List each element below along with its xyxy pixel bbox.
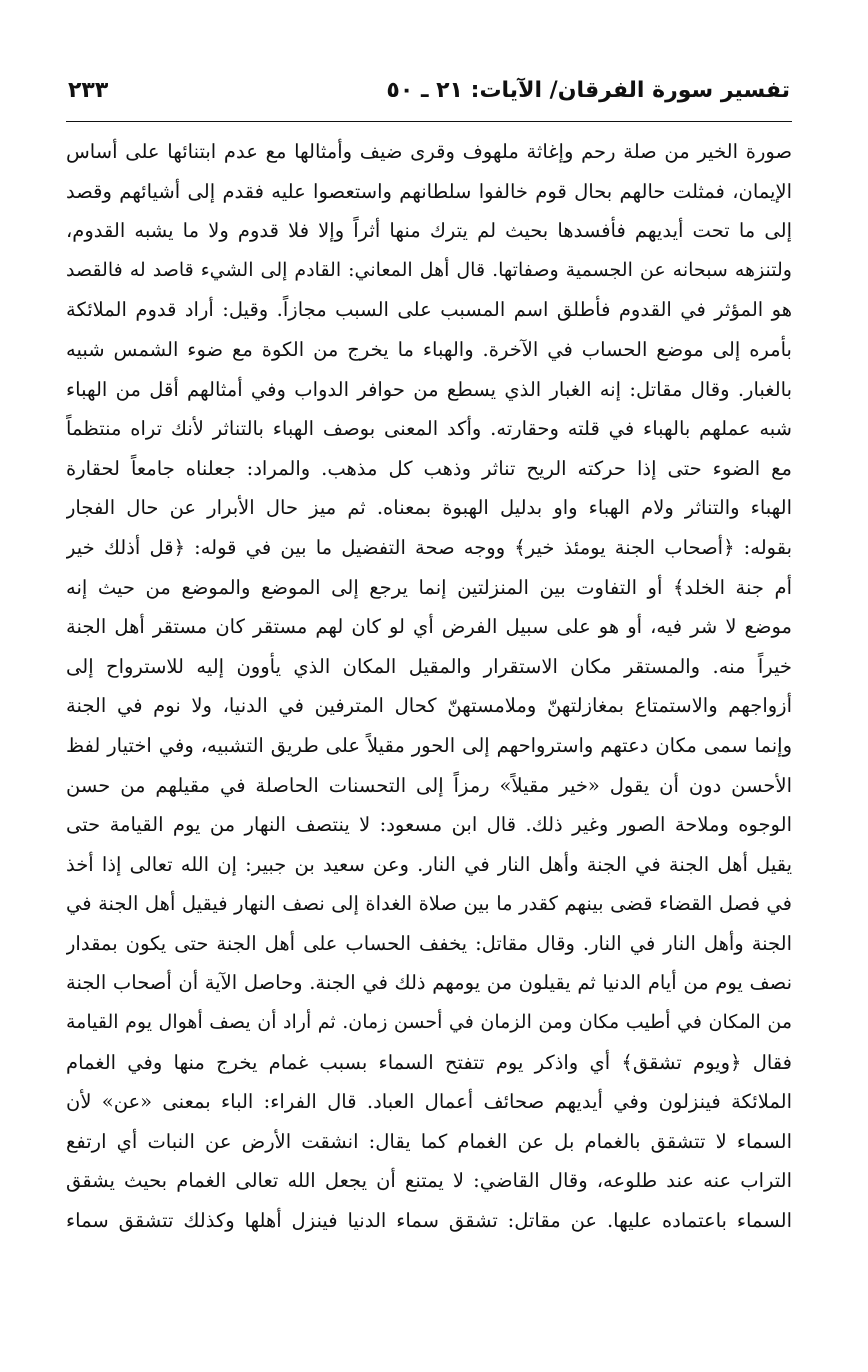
text-line: ولتنزهه سبحانه عن الجسمية وصفاتها. قال أهل المعاني: القادم إلى الشيء قاصد له فالقصد xyxy=(66,258,792,281)
text-line: الملائكة فينزلون وفي أيديهم صحائف أعمال العباد. قال الفراء: الباء بمعنى «عن» لأن xyxy=(66,1090,792,1114)
text-line: يقيل أهل الجنة في الجنة وأهل النار في النار. وعن سعيد بن جبير: إن الله تعالى إذا أخذ xyxy=(66,852,792,876)
text-line: السماء لا تتشقق بالغمام بل عن الغمام كما يقال: انشقت الأرض عن النبات أي ارتفع xyxy=(66,1129,792,1153)
text-line: صورة الخير من صلة رحم وإغاثة ملهوف وقرى ضيف وأمثالها مع عدم ابتنائها على أساس xyxy=(66,140,792,163)
text-line: فقال ﴿ويوم تشقق﴾ أي واذكر يوم تتفتح السماء بسبب غمام يخرج منها وفي الغمام xyxy=(66,1050,792,1074)
text-line: وإنما سمى مكان دعتهم واسترواحهم إلى الحور مقيلاً على طريق التشبيه، وفي اختيار لفظ xyxy=(66,733,792,757)
text-line: بأمره إلى موضع الحساب في الآخرة. والهباء ما يخرج من الكوة مع ضوء الشمس شبيه xyxy=(66,337,792,361)
text-line: الإيمان، فمثلت حالهم بحال قوم خالفوا سلطانهم واستعصوا عليه فقدم إلى أشيائهم وقصد xyxy=(66,179,792,203)
text-line: هو المؤثر في القدوم فأطلق اسم المسبب على السبب مجازاً. وقيل: أراد قدوم الملائكة xyxy=(66,298,792,322)
text-line: بقوله: ﴿أصحاب الجنة يومئذ خير﴾ ووجه صحة التفضيل ما بين في قوله: ﴿قل أذلك خير xyxy=(66,535,792,559)
text-line: في فصل القضاء قضى بينهم كقدر ما بين صلاة الغداة إلى نصف النهار فيقيل أهل الجنة في xyxy=(66,892,792,916)
text-line: الوجوه وملاحة الصور وغير ذلك. قال ابن مسعود: لا ينتصف النهار من يوم القيامة حتى xyxy=(66,813,792,837)
text-line: شبه عملهم بالهباء في قلته وحقارته. وأكد المعنى بوصف الهباء بالتناثر لأنك تراه منتظماً xyxy=(66,417,792,441)
running-header xyxy=(66,78,792,122)
text-line: نصف يوم من أيام الدنيا ثم يقيلون من يومهم ذلك في الجنة. وحاصل الآية أن أصحاب الجنة xyxy=(66,971,792,995)
text-line: الهباء والتناثر ولام الهباء واو بدليل الهبوة بمعناه. ثم ميز حال الأبرار عن حال الفجار xyxy=(66,496,792,520)
text-line: الجنة وأهل النار في النار. وقال مقاتل: يخفف الحساب على أهل الجنة حتى يكون بمقدار xyxy=(66,931,792,955)
text-line: من المكان في أطيب مكان ومن الزمان في أحسن زمان. ثم أراد أن يصف أهوال يوم القيامة xyxy=(66,1011,792,1034)
page-number: ٢٣٣ xyxy=(68,78,109,103)
text-line: بالغبار. وقال مقاتل: إنه الغبار الذي يسطع من حوافر الدواب وفي أمثالهم أقل من الهباء xyxy=(66,377,792,401)
text-line: خيراً منه. والمستقر مكان الاستقرار والمقيل المكان الذي يأوون إليه للاسترواح إلى xyxy=(66,654,792,678)
text-line: إلى ما تحت أيديهم فأفسدها بحيث لم يترك منها أثراً وإلا فلا قدوم ولا ما يشبه القدوم، xyxy=(66,219,792,243)
text-line: مع الضوء حتى إذا حركته الريح تناثر وذهب كل مذهب. والمراد: جعلناه جامعاً لحقارة xyxy=(66,456,792,480)
text-line: التراب عنه عند طلوعه، وقال القاضي: لا يمتنع أن يجعل الله تعالى الغمام بحيث يشقق xyxy=(66,1169,792,1193)
book-page xyxy=(66,78,792,1368)
text-line: أم جنة الخلد﴾ أو التفاوت بين المنزلتين إنما يرجع إلى الموضع والموضع من حيث إنه xyxy=(66,575,792,599)
text-line: أزواجهم والاستمتاع بمغازلتهنّ وملامستهنّ كحال المترفين في الدنيا، ولا نوم في الجنة xyxy=(66,694,792,718)
text-line: السماء باعتماده عليها. عن مقاتل: تشقق سماء الدنيا فينزل أهلها وكذلك تتشقق سماء xyxy=(66,1209,792,1233)
text-line: موضع لا شر فيه، أو هو على سبيل الفرض أي لو كان لهم مستقر كان مستقر أهل الجنة xyxy=(66,615,792,639)
header-title: تفسير سورة الفرقان/ الآيات: ٢١ ـ ٥٠ xyxy=(386,78,790,103)
body-text xyxy=(66,132,792,1241)
text-line: الأحسن دون أن يقول «خير مقيلاً» رمزاً إلى التحسنات الحاصلة في مقيلهم من حسن xyxy=(66,773,792,797)
